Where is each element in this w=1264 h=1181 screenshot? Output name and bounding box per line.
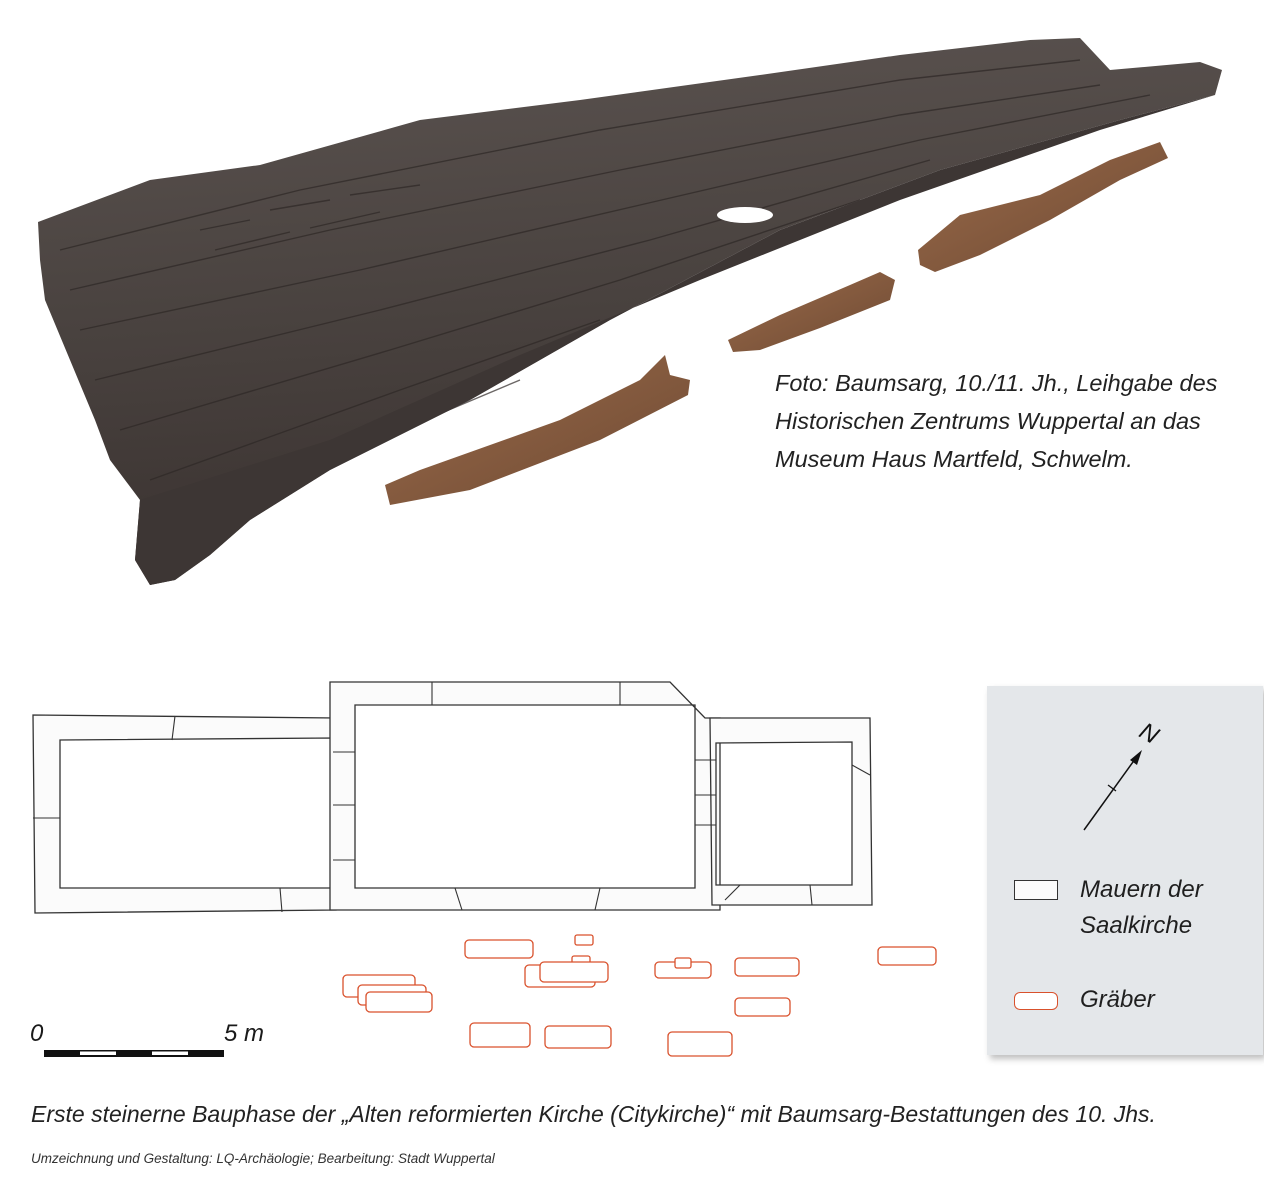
- central-hall-walls: [330, 682, 720, 910]
- church-ground-plan: [0, 660, 980, 1100]
- credit-line: Umzeichnung und Gestaltung: LQ-Archäologie; Bearbeitung: Stadt Wuppertal: [31, 1151, 495, 1166]
- legend-walls-swatch: [1014, 880, 1058, 900]
- grave: [366, 992, 432, 1012]
- chancel-walls: [710, 718, 872, 905]
- scale-bar: [44, 1050, 224, 1057]
- grave: [575, 935, 593, 945]
- legend-graves-swatch: [1014, 992, 1058, 1010]
- nave-west-walls: [33, 715, 336, 913]
- grave: [465, 940, 533, 958]
- photo-caption-line-2: Historischen Zentrums Wuppertal an das: [775, 408, 1201, 434]
- scale-start-label: 0: [30, 1020, 44, 1047]
- legend-walls-label-line-1: Mauern der: [1080, 876, 1203, 903]
- photo-caption: [775, 364, 1260, 478]
- legend-walls-label: [1080, 872, 1203, 944]
- photo-caption-line-3: Museum Haus Martfeld, Schwelm.: [775, 446, 1133, 472]
- photo-caption-line-1: Foto: Baumsarg, 10./11. Jh., Leihgabe des: [775, 370, 1218, 396]
- grave: [668, 1032, 732, 1056]
- grave: [470, 1023, 530, 1047]
- grave: [675, 958, 691, 968]
- graves: [343, 935, 936, 1056]
- coffin-hole: [717, 207, 773, 223]
- figure-caption: Erste steinerne Bauphase der „Alten reformierten Kirche (Citykirche)“ mit Baumsarg-Bestattungen des 10. Jhs.: [31, 1101, 1156, 1127]
- legend-walls-label-line-2: Saalkirche: [1080, 912, 1193, 939]
- grave: [545, 1026, 611, 1048]
- grave: [735, 958, 799, 976]
- grave: [878, 947, 936, 965]
- grave: [735, 998, 790, 1016]
- scale-end-label: 5 m: [224, 1020, 265, 1047]
- north-label: N: [1134, 717, 1164, 750]
- legend-graves-label: Gräber: [1080, 986, 1155, 1013]
- wood-fragment-2: [728, 272, 895, 352]
- grave: [540, 962, 608, 982]
